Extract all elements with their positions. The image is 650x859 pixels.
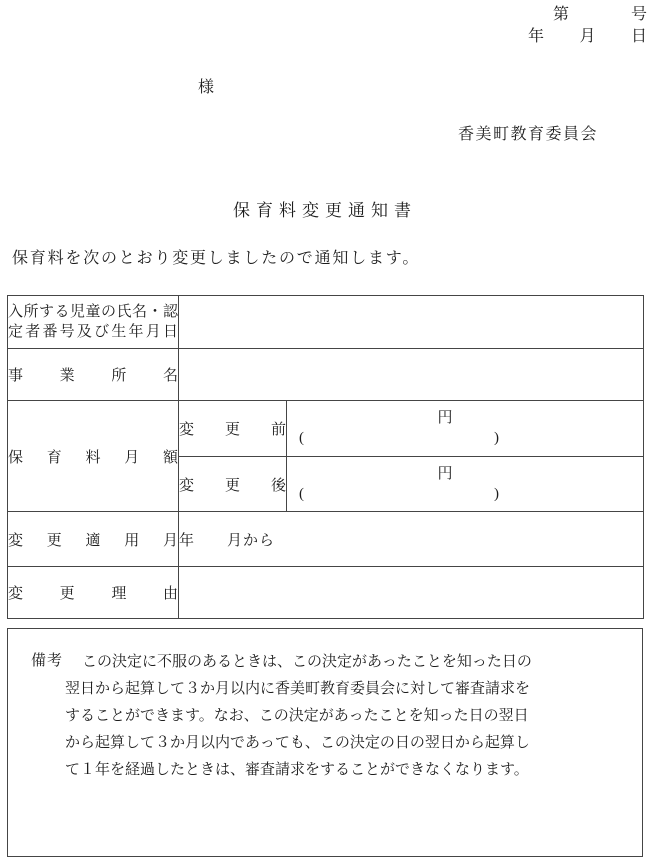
apply-month-value-cell: 年 月から bbox=[179, 512, 644, 567]
intro-text: 保育料を次のとおり変更しましたので通知します。 bbox=[12, 250, 421, 267]
fee-before-row bbox=[8, 401, 644, 457]
business-name-value-cell bbox=[179, 349, 644, 401]
remarks-line: から起算して３か月以内であっても、この決定の日の翌日から起算し bbox=[65, 735, 530, 751]
fee-after-label: 変更後 bbox=[179, 457, 287, 512]
child-info-label-cell bbox=[8, 296, 179, 349]
doc-title: 保育料変更通知書 bbox=[233, 201, 417, 220]
apply-month-label: 変更適用月 bbox=[8, 512, 179, 567]
paren-close-before: ) bbox=[494, 430, 499, 446]
child-info-value-cell bbox=[179, 296, 644, 349]
remarks-line: することができます。なお、この決定があったことを知った日の翌日 bbox=[65, 708, 529, 724]
change-reason-label: 変更理由 bbox=[8, 567, 179, 619]
yen-unit-after: 円 bbox=[437, 465, 453, 482]
change-reason-value-cell bbox=[179, 567, 644, 619]
fee-label: 保育料月額 bbox=[8, 401, 179, 512]
fee-before-paren-line bbox=[287, 430, 643, 454]
paren-open-after: ( bbox=[299, 485, 304, 502]
doc-number-prefix: 第 bbox=[553, 6, 570, 23]
remarks-box bbox=[7, 628, 643, 857]
notice-table bbox=[7, 295, 644, 619]
remarks-line: この決定に不服のあるときは、この決定があったことを知った日の bbox=[82, 654, 532, 670]
remarks-line: 翌日から起算して３か月以内に香美町教育委員会に対して審査請求を bbox=[65, 681, 531, 697]
sender-name: 香美町教育委員会 bbox=[458, 126, 599, 143]
remarks-label: 備考 bbox=[31, 653, 64, 669]
apply-month-row bbox=[8, 512, 644, 567]
child-info-label-line2: 定者番号及び生年月日 bbox=[8, 324, 178, 340]
paren-open-before: ( bbox=[299, 430, 304, 446]
child-info-row bbox=[8, 296, 644, 349]
date-day-label: 日 bbox=[630, 28, 647, 45]
date-month-label: 月 bbox=[579, 28, 596, 45]
addressee-suffix: 様 bbox=[198, 79, 215, 96]
date-year-label: 年 bbox=[528, 28, 545, 45]
child-info-label-line1: 入所する児童の氏名・認 bbox=[8, 304, 178, 320]
yen-unit-before: 円 bbox=[437, 410, 453, 426]
business-name-label: 事業所名 bbox=[8, 349, 179, 401]
fee-after-value-cell bbox=[287, 457, 644, 512]
fee-before-label: 変更前 bbox=[179, 401, 287, 457]
remarks-line: て１年を経過したときは、審査請求をすることができなくなります。 bbox=[65, 762, 529, 778]
date-line bbox=[528, 23, 647, 46]
business-name-row bbox=[8, 349, 644, 401]
doc-number-suffix: 号 bbox=[630, 6, 647, 23]
paren-close-after: ) bbox=[494, 485, 499, 502]
remarks-text bbox=[65, 649, 624, 784]
fee-before-value-cell bbox=[287, 401, 644, 457]
fee-after-paren-line bbox=[287, 486, 643, 510]
change-reason-row bbox=[8, 567, 644, 619]
doc-number-line bbox=[553, 1, 647, 24]
